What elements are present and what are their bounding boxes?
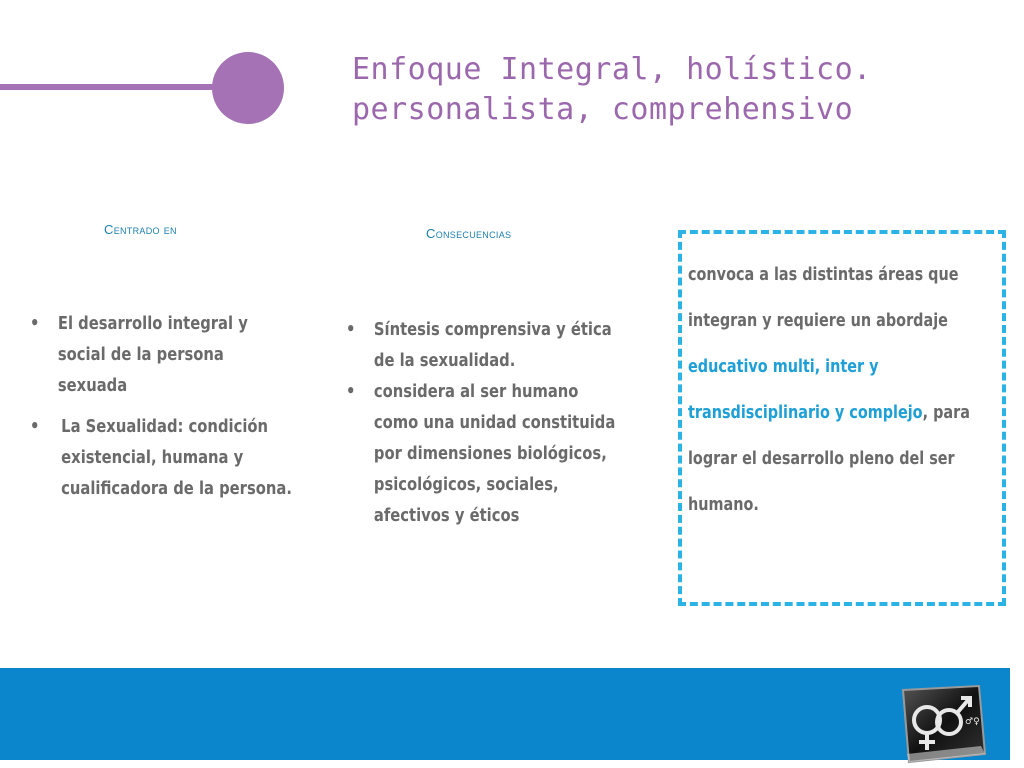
list-item	[30, 308, 297, 401]
slide-title-line-2: personalista, comprehensivo	[352, 92, 854, 127]
footer-band	[0, 668, 1010, 760]
callout-highlight: educativo multi, inter y transdisciplinario y complejo	[688, 356, 923, 423]
list-item-text: El desarrollo integral y social de la persona sexuada	[57, 313, 248, 396]
accent-line	[0, 84, 240, 90]
bullet: •	[346, 319, 356, 340]
centrado-list	[30, 308, 297, 504]
bullet: •	[30, 313, 40, 334]
centrado-header: Centrado en	[104, 222, 177, 237]
list-item	[30, 411, 297, 504]
callout-text	[688, 252, 1008, 528]
bullet: •	[346, 381, 356, 402]
list-item-text: La Sexualidad: condición existencial, humana y cualificadora de la persona.	[61, 416, 292, 499]
consecuencias-header: Consecuencias	[426, 226, 512, 241]
bullet: •	[30, 416, 40, 437]
accent-circle	[212, 52, 284, 124]
gender-symbols-logo-icon	[893, 684, 989, 764]
list-item	[346, 376, 625, 531]
callout-text-part-1: convoca a las distintas áreas que integran y requiere un abordaje	[688, 264, 959, 331]
slide-title	[352, 50, 1012, 130]
consecuencias-list	[346, 314, 625, 531]
callout-text-part-2: , para lograr el desarrollo pleno del ser humano.	[688, 402, 970, 515]
list-item-text: Síntesis comprensiva y ética de la sexualidad.	[373, 319, 612, 371]
list-item-text: considera al ser humano como una unidad constituida por dimensiones biológicos, psicológicos, sociales, afectivos y éticos	[373, 381, 616, 526]
list-item	[346, 314, 625, 376]
logo-text: ♂♀	[965, 717, 980, 727]
slide-title-line-1: Enfoque Integral, holístico.	[352, 52, 872, 87]
